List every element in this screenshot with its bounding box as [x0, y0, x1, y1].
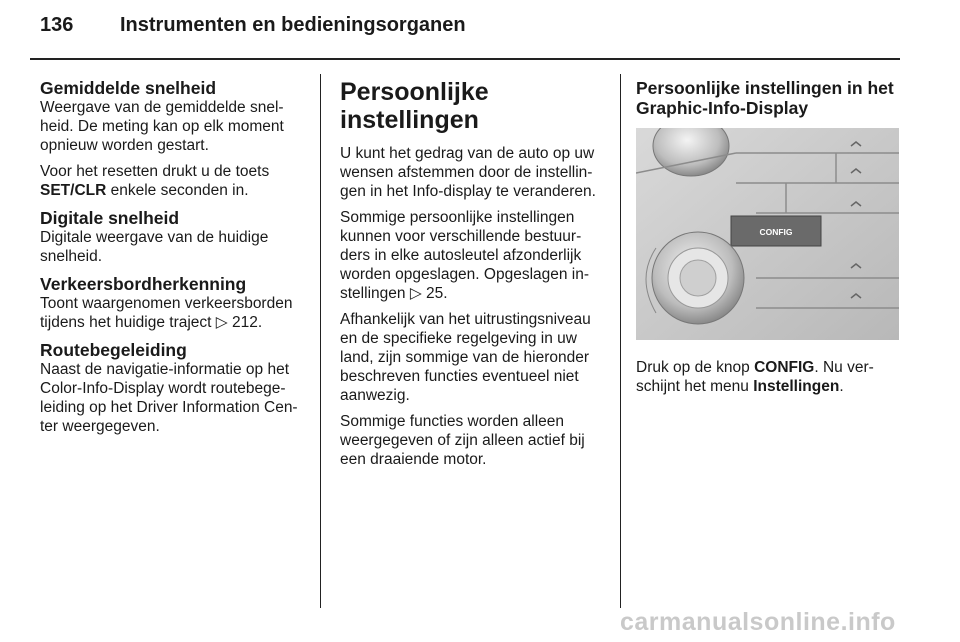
- text: Druk op de knop: [636, 359, 750, 376]
- page-reference-icon: ▷: [215, 314, 228, 331]
- header-rule: [30, 58, 900, 60]
- text: Voor het resetten drukt u de toets: [40, 163, 270, 180]
- paragraph: Afhankelijk van het uitrustingsniveau en de specifieke regelgeving in uw land, zijn sommige van de hieronder beschreven functies eventueel niet aanwezig.: [340, 311, 591, 404]
- section-heading: Routebegeleiding: [40, 340, 187, 360]
- section-heading: Verkeersbordherkenning: [40, 274, 247, 294]
- page-reference-icon: ▷: [409, 285, 422, 302]
- menu-label: Instellingen: [753, 378, 840, 395]
- page-reference: 25.: [426, 285, 448, 302]
- page-title: Instrumenten en bedieningsorganen: [120, 14, 466, 36]
- paragraph: [40, 294, 308, 332]
- paragraph: [340, 208, 606, 303]
- text: .: [839, 378, 844, 395]
- section-heading: Digitale snelheid: [40, 208, 180, 228]
- section-verkeersbordherkenning: [40, 274, 308, 332]
- paragraph: Digitale weergave van de huidige snelheid.: [40, 229, 269, 265]
- text: . Nu ver-schijnt het menu: [636, 359, 874, 395]
- page-number: 136: [40, 14, 74, 36]
- section-heading: Persoonlijke instellingen in het Graphic-Info-Display: [636, 78, 894, 118]
- section-heading: Gemiddelde snelheid: [40, 78, 217, 98]
- paragraph: [636, 358, 906, 396]
- config-button-label: CONFIG: [759, 227, 793, 237]
- watermark: carmanualsonline.info: [620, 608, 896, 636]
- key-label: CONFIG: [754, 359, 815, 376]
- paragraph: Weergave van de gemiddelde snel-heid. De meting kan op elk moment opnieuw worden gestart.: [40, 99, 284, 154]
- paragraph: Naast de navigatie-informatie op het Color-Info-Display wordt routebege-leiding op het Driver Information Cen-ter weergegeven.: [40, 361, 298, 435]
- text: Toont waargenomen verkeersborden tijdens het huidige traject: [40, 295, 293, 331]
- column-3: [636, 78, 906, 403]
- text: Sommige persoonlijke instellingen kunnen voor verschillende bestuur-ders in elke autosleutel afzonderlijk worden opgeslagen. Opgeslagen in-stellingen: [340, 209, 590, 302]
- section-routebegeleiding: [40, 340, 308, 436]
- page-reference: 212.: [232, 314, 263, 331]
- column-2: [340, 78, 606, 476]
- control-panel-illustration: [636, 128, 899, 340]
- section-digitale-snelheid: [40, 208, 308, 266]
- column-divider-2: [620, 74, 621, 608]
- section-gemiddelde-snelheid: [40, 78, 308, 200]
- text: enkele seconden in.: [110, 182, 249, 199]
- page-header: [40, 14, 466, 37]
- key-label: SET/CLR: [40, 182, 107, 199]
- paragraph: [40, 162, 308, 200]
- paragraph: U kunt het gedrag van de auto op uw wensen afstemmen door de instellin-gen in het Info-display te veranderen.: [340, 145, 596, 200]
- section-heading: Persoonlijke instellingen: [340, 78, 489, 134]
- config-panel-figure: [636, 128, 899, 340]
- column-divider-1: [320, 74, 321, 608]
- column-1: [40, 78, 308, 444]
- paragraph: Sommige functies worden alleen weergegeven of zijn alleen actief bij een draaiende motor.: [340, 413, 585, 468]
